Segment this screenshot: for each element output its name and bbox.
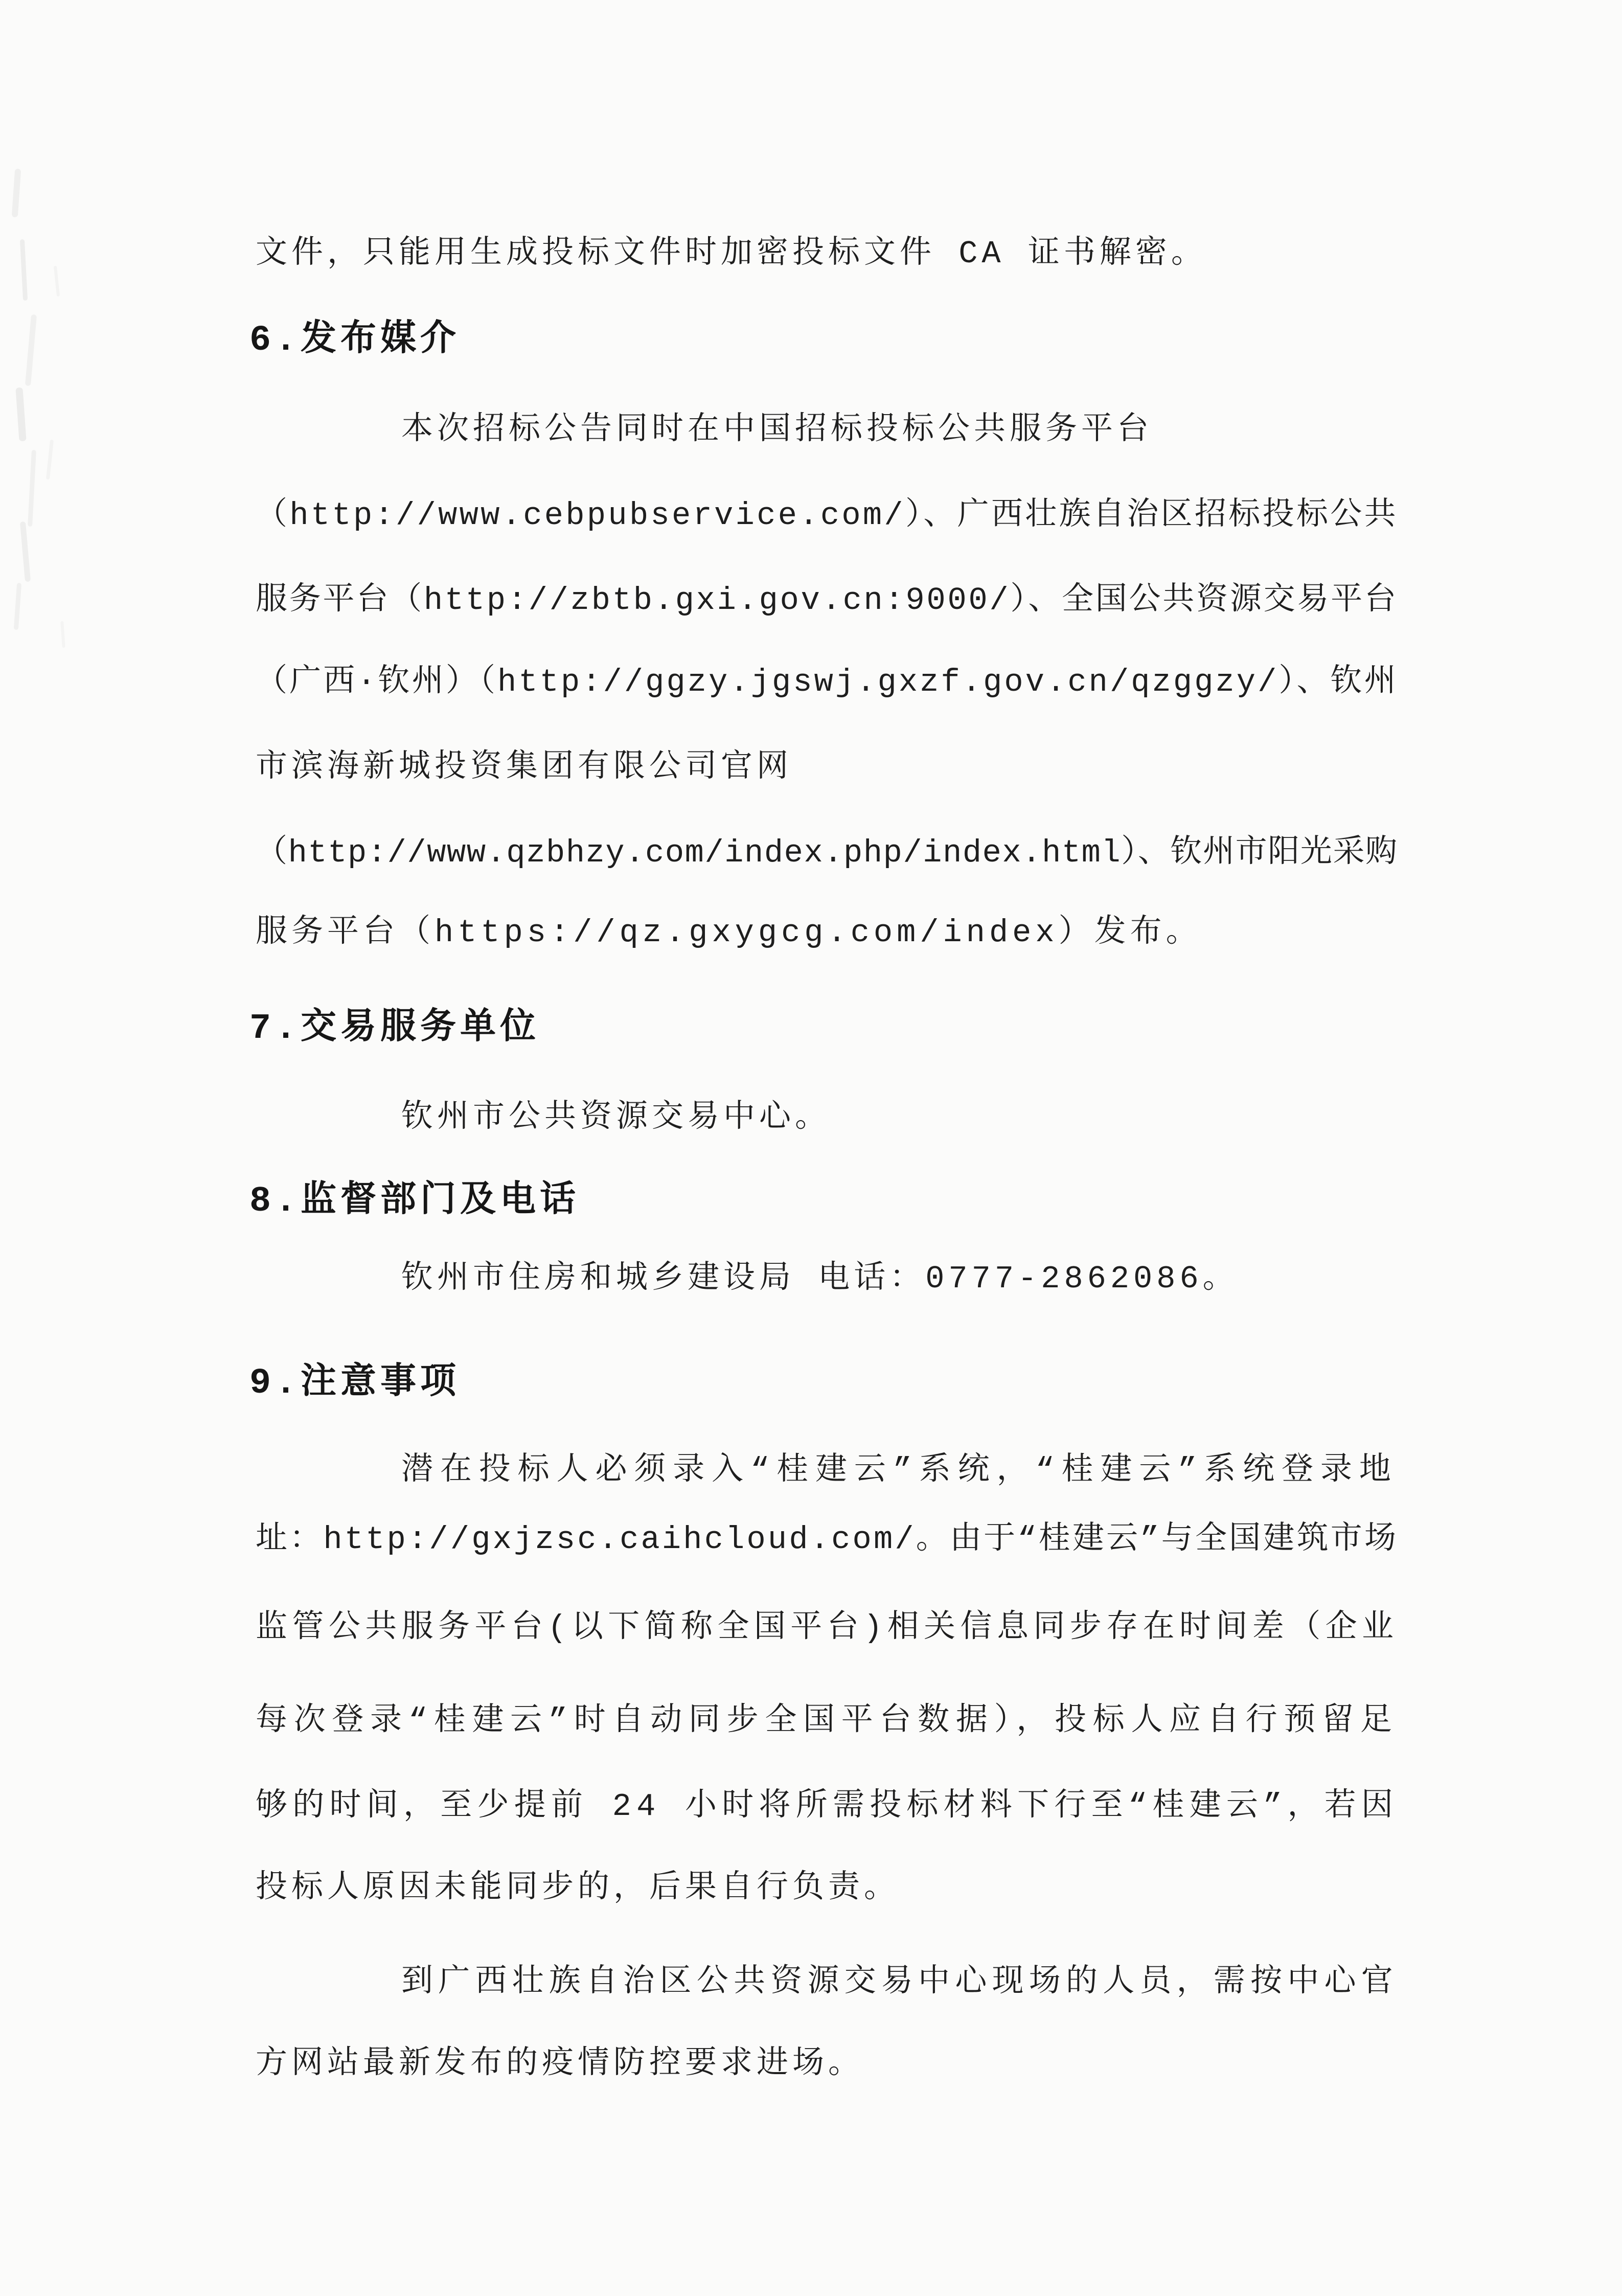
document-text-line — [256, 834, 1398, 872]
section-heading — [249, 320, 1392, 362]
line-text: 文件，只能用生成投标文件时加密投标文件 CA 证书解密。 — [256, 236, 1207, 272]
line-text: 服务平台（https://qz.gxygcg.com/index）发布。 — [256, 915, 1202, 951]
document-text-line — [256, 1702, 1398, 1740]
section-heading — [249, 1363, 1392, 1405]
line-text: 潜在投标人必须录入“桂建云”系统，“桂建云”系统登录地 — [401, 1452, 1398, 1489]
document-text-line — [256, 1870, 1398, 1907]
scan-artifact — [28, 450, 36, 527]
document-text-line — [256, 1788, 1398, 1825]
document-text-line — [256, 2045, 1398, 2083]
scan-artifact — [20, 239, 28, 301]
line-text: 到广西壮族自治区公共资源交易中心现场的人员，需按中心官 — [401, 1964, 1399, 2001]
line-text: 够的时间，至少提前 24 小时将所需投标材料下行至“桂建云”，若因 — [256, 1788, 1399, 1825]
document-text-line — [256, 235, 1398, 272]
section-heading — [249, 1008, 1392, 1051]
line-text: 钦州市住房和城乡建设局 电话：0777-2862086。 — [401, 1261, 1239, 1297]
section-heading — [249, 1181, 1392, 1223]
line-text: （http://www.cebpubservice.com/）、广西壮族自治区招标投标公共 — [256, 497, 1398, 534]
scan-artifact — [12, 169, 21, 218]
document-text-line — [256, 749, 1398, 786]
line-text: 方网站最新发布的疫情防控要求进场。 — [256, 2046, 864, 2082]
document-text-line — [256, 1452, 1398, 1489]
document-text-line — [256, 1609, 1398, 1647]
document-text-line — [256, 1260, 1398, 1298]
line-text: 9.注意事项 — [249, 1363, 461, 1404]
line-text: 服务平台（http://zbtb.gxi.gov.cn:9000/）、全国公共资源交易平台 — [256, 582, 1398, 619]
document-text-line — [256, 1964, 1398, 2001]
line-text: 址：http://gxjzsc.caihcloud.com/。由于“桂建云”与全国建筑市场 — [256, 1521, 1399, 1558]
scan-artifact — [60, 621, 65, 648]
document-text-line — [256, 914, 1398, 951]
document-text-line — [256, 1521, 1398, 1558]
line-text: 每次登录“桂建云”时自动同步全国平台数据），投标人应自行预留足 — [256, 1703, 1399, 1739]
scan-artifact — [25, 314, 37, 386]
document-text-line — [256, 497, 1398, 534]
scan-artifact — [15, 388, 26, 442]
scan-artifact — [46, 440, 54, 480]
line-text: 8.监督部门及电话 — [249, 1181, 580, 1222]
line-text: 7.交易服务单位 — [249, 1009, 540, 1049]
line-text: 本次招标公告同时在中国招标投标公共服务平台 — [401, 412, 1153, 448]
line-text: 投标人原因未能同步的，后果自行负责。 — [256, 1870, 900, 1906]
scan-artifact — [54, 266, 60, 297]
document-text-line — [256, 582, 1398, 619]
scan-artifact — [14, 583, 21, 630]
line-text: 监管公共服务平台(以下简称全国平台)相关信息同步存在时间差（企业 — [256, 1610, 1399, 1646]
document-text-line — [256, 664, 1398, 701]
scan-artifact — [20, 521, 31, 582]
line-text: （广西·钦州）（http://ggzy.jgswj.gxzf.gov.cn/qzggzy/）、钦州 — [256, 664, 1398, 700]
document-text-line — [256, 1099, 1398, 1136]
document-text-line — [256, 412, 1398, 449]
line-text: 市滨海新城投资集团有限公司官网 — [256, 749, 793, 786]
line-text: 6.发布媒介 — [249, 321, 461, 361]
line-text: 钦州市公共资源交易中心。 — [401, 1100, 831, 1136]
line-text: （http://www.qzbhzy.com/index.php/index.html）、钦州市阳光采购 — [256, 835, 1398, 871]
